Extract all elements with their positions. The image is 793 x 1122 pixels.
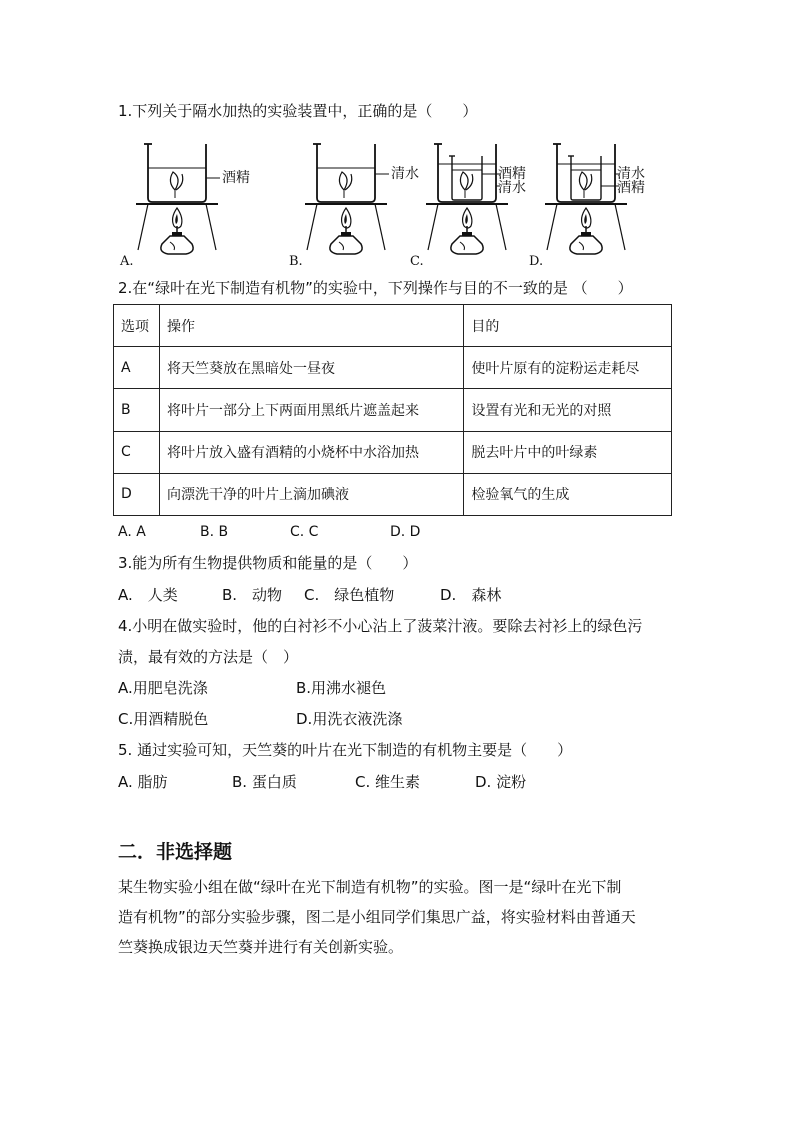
table-header-cell: 目的 (464, 305, 672, 347)
q4-stem-line2: 渍，最有效的方法是（ ） (118, 648, 299, 666)
q2-option-b[interactable]: B. B (200, 524, 229, 540)
table-cell: C (114, 431, 160, 473)
figure-option-b[interactable] (287, 138, 427, 268)
q5-option-d[interactable]: D. 淀粉 (475, 773, 527, 791)
q5-option-a[interactable]: A. 脂肪 (118, 773, 168, 791)
section-title: 二．非选择题 (118, 841, 233, 863)
paragraph-line: 某生物实验小组在做“绿叶在光下制造有机物”的实验。图一是“绿叶在光下制 (118, 878, 622, 896)
paragraph-line: 竺葵换成银边天竺葵并进行有关创新实验。 (118, 938, 404, 956)
q2-option-a[interactable]: A. A (118, 524, 146, 540)
q2-stem: 2.在“绿叶在光下制造有机物”的实验中，下列操作与目的不一致的是 （ ） (118, 279, 633, 297)
option-d-label: D. (529, 254, 544, 269)
label-alcohol: 酒精 (498, 166, 526, 182)
table-row (114, 347, 672, 389)
option-c-label: C. (410, 254, 424, 269)
q2-option-d[interactable]: D. D (390, 524, 421, 540)
table-cell: D (114, 473, 160, 515)
label-water: 清水 (617, 166, 645, 182)
label-alcohol: 酒精 (222, 170, 250, 186)
table-cell: 向漂洗干净的叶片上滴加碘液 (159, 473, 463, 515)
q2-table (113, 304, 672, 516)
table-row (114, 473, 672, 515)
q4-option-d[interactable]: D.用洗衣液洗涤 (296, 710, 403, 728)
beaker-apparatus-a-icon (118, 138, 258, 268)
q3-option-a[interactable]: A. 人类 (118, 586, 178, 604)
label-alcohol: 酒精 (617, 180, 645, 196)
q5-option-c[interactable]: C. 维生素 (355, 773, 421, 791)
table-cell: 设置有光和无光的对照 (464, 389, 672, 431)
paragraph-line: 造有机物”的部分实验步骤，图二是小组同学们集思广益，将实验材料由普通天 (118, 908, 636, 926)
beaker-apparatus-d-icon (527, 138, 667, 268)
table-cell: A (114, 347, 160, 389)
table-cell: 脱去叶片中的叶绿素 (464, 431, 672, 473)
table-cell: 检验氧气的生成 (464, 473, 672, 515)
label-water: 清水 (498, 180, 526, 196)
figure-option-d[interactable] (527, 138, 667, 268)
option-b-label: B. (289, 254, 303, 269)
table-cell: 将叶片一部分上下两面用黑纸片遮盖起来 (159, 389, 463, 431)
q3-option-c[interactable]: C. 绿色植物 (304, 586, 395, 604)
q4-option-a[interactable]: A.用肥皂洗涤 (118, 679, 208, 697)
q2-option-c[interactable]: C. C (290, 524, 319, 540)
beaker-apparatus-b-icon (287, 138, 427, 268)
table-cell: 将叶片放入盛有酒精的小烧杯中水浴加热 (159, 431, 463, 473)
table-header-cell: 操作 (159, 305, 463, 347)
q3-stem: 3.能为所有生物提供物质和能量的是（ ） (118, 554, 418, 572)
table-row (114, 431, 672, 473)
q4-option-c[interactable]: C.用酒精脱色 (118, 710, 209, 728)
q4-stem-line1: 4.小明在做实验时，他的白衬衫不小心沾上了菠菜汁液。要除去衬衫上的绿色污 (118, 617, 643, 635)
q5-option-b[interactable]: B. 蛋白质 (232, 773, 297, 791)
table-cell: 使叶片原有的淀粉运走耗尽 (464, 347, 672, 389)
q3-option-d[interactable]: D. 森林 (440, 586, 502, 604)
table-cell: 将天竺葵放在黑暗处一昼夜 (159, 347, 463, 389)
table-header-row (114, 305, 672, 347)
q1-stem: 1.下列关于隔水加热的实验装置中，正确的是（ ） (118, 102, 478, 120)
figure-option-a[interactable] (118, 138, 258, 268)
q3-option-b[interactable]: B. 动物 (222, 586, 283, 604)
option-a-label: A. (120, 254, 134, 269)
label-water: 清水 (391, 166, 419, 182)
table-cell: B (114, 389, 160, 431)
q4-option-b[interactable]: B.用沸水褪色 (296, 679, 387, 697)
q5-stem: 5. 通过实验可知，天竺葵的叶片在光下制造的有机物主要是（ ） (118, 741, 573, 759)
table-header-cell: 选项 (114, 305, 160, 347)
table-row (114, 389, 672, 431)
section-paragraph (118, 872, 678, 962)
